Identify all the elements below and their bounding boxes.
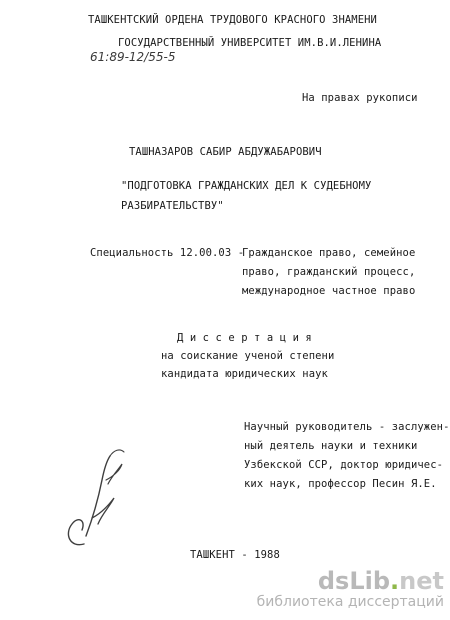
supervisor-line-4: ких наук, профессор Песин Я.Е. — [244, 478, 437, 490]
specialty-label: Специальность 12.00.03 - — [90, 247, 245, 259]
specialty-line-2: право, гражданский процесс, — [242, 266, 416, 278]
supervisor-line-2: ный деятель науки и техники — [244, 440, 418, 452]
university-name-line-2: ГОСУДАРСТВЕННЫЙ УНИВЕРСИТЕТ ИМ.В.И.ЛЕНИНА — [118, 37, 382, 49]
city-year: ТАШКЕНТ - 1988 — [190, 549, 280, 561]
author-name: ТАШНАЗАРОВ САБИР АБДУЖАБАРОВИЧ — [129, 146, 322, 158]
archive-code: 61:89-12/55-5 — [90, 50, 176, 64]
watermark — [257, 568, 444, 610]
degree-line-2: кандидата юридических наук — [161, 368, 328, 380]
dissertation-heading: Д и с с е р т а ц и я — [177, 332, 312, 344]
specialty-line-1: Гражданское право, семейное — [242, 247, 416, 259]
watermark-subtitle: библиотека диссертаций — [256, 594, 444, 610]
thesis-title-line-1: "ПОДГОТОВКА ГРАЖДАНСКИХ ДЕЛ К СУДЕБНОМУ — [121, 180, 372, 192]
watermark-logo: dsLib.net — [317, 567, 444, 595]
specialty-line-3: международное частное право — [242, 285, 416, 297]
degree-line-1: на соискание ученой степени — [161, 350, 335, 362]
supervisor-line-1: Научный руководитель - заслужен- — [244, 421, 450, 433]
university-name-line-1: ТАШКЕНТСКИЙ ОРДЕНА ТРУДОВОГО КРАСНОГО ЗНАМЕНИ — [88, 14, 377, 26]
manuscript-rights: На правах рукописи — [302, 92, 418, 104]
thesis-title-line-2: РАЗБИРАТЕЛЬСТВУ" — [121, 200, 224, 212]
handwritten-signature — [48, 440, 136, 570]
supervisor-line-3: Узбекской ССР, доктор юридичес- — [244, 459, 444, 471]
